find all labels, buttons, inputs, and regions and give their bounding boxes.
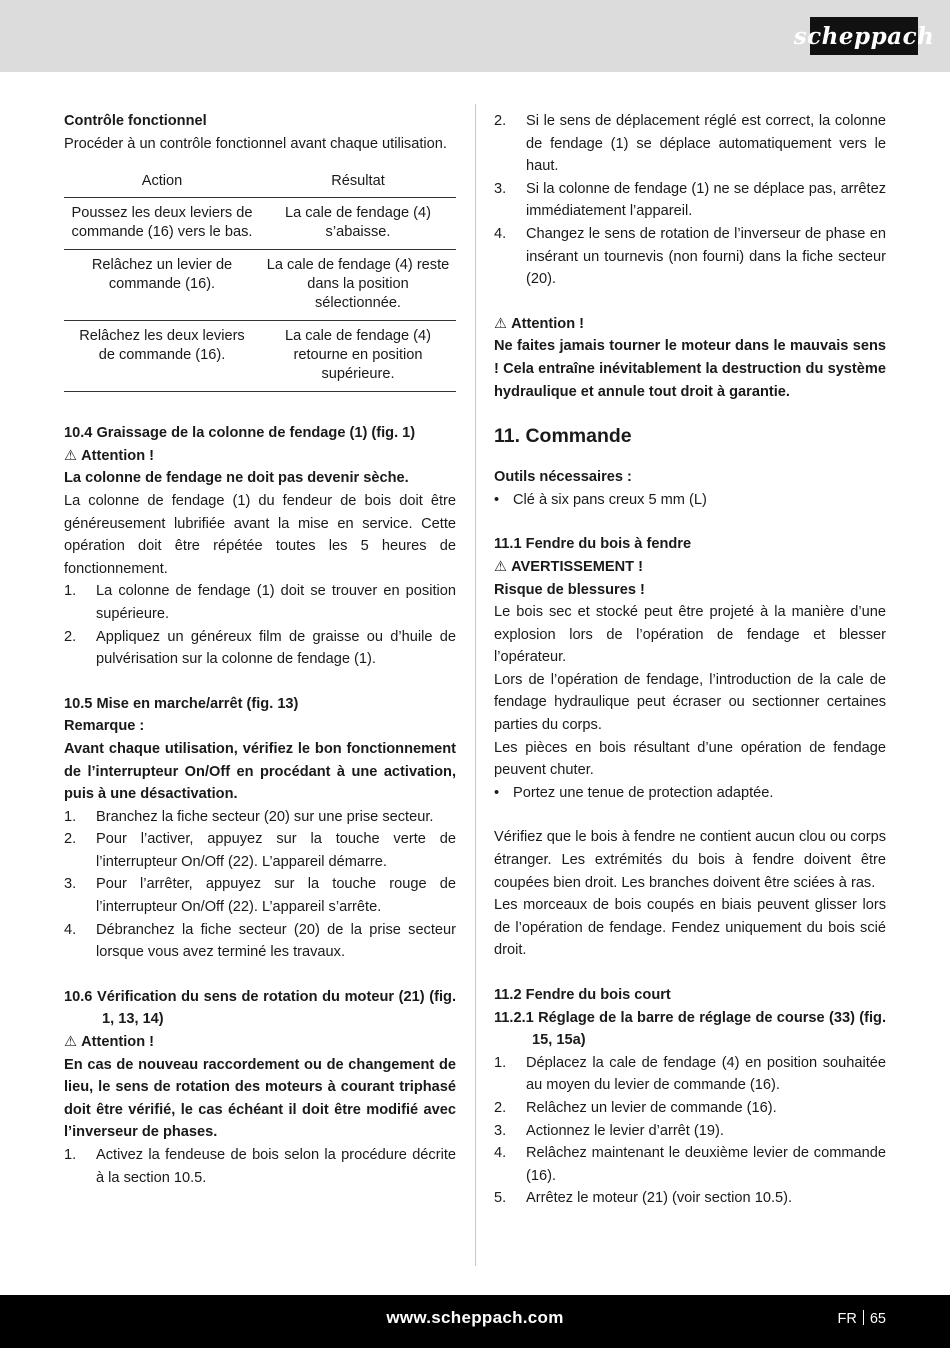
section-10-6-title: 10.6 Vérification du sens de rotation du moteur (21) (fig. 1, 13, 14) xyxy=(64,988,456,1028)
left-column xyxy=(64,110,456,1189)
section-11-heading: 11. Commande xyxy=(494,425,632,448)
table-row xyxy=(64,198,456,250)
remark-label: Remarque : xyxy=(64,718,145,735)
section-10-6-warning: En cas de nouveau raccordement ou de changement de lieu, le sens de rotation des moteurs à courant triphasé doit être vérifié, le cas échéant il doit être modifié avec l’inverseur de phases. xyxy=(64,1056,456,1141)
list-item: 2. Relâchez un levier de commande (16). xyxy=(494,1099,777,1116)
attention-label: ⚠ Attention ! xyxy=(64,1031,456,1054)
tools-list xyxy=(494,489,886,512)
warning-icon: ⚠ xyxy=(494,315,508,332)
table-cell: Poussez les deux leviers de commande (16) vers le bas. xyxy=(64,198,260,250)
section-11-2-1-title: 11.2.1 Réglage de la barre de réglage de course (33) (fig. 15, 15a) xyxy=(494,1009,886,1049)
bullet-icon: • xyxy=(494,784,500,801)
list-item: 3. Pour l’arrêter, appuyez sur la touche rouge de l’interrupteur On/Off (22). L’appareil s’arrête. xyxy=(64,876,456,916)
list-item: 3. Actionnez le levier d’arrêt (19). xyxy=(494,1122,724,1139)
list-item: 2. Si le sens de déplacement réglé est correct, la colonne de fendage (1) se déplace automatiquement vers le haut. xyxy=(494,113,886,175)
list-item: 1. La colonne de fendage (1) doit se trouver en position supérieure. xyxy=(64,583,456,622)
list-item: 4. Relâchez maintenant le deuxième levier de commande (16). xyxy=(494,1145,886,1184)
section-10-4-warning: La colonne de fendage ne doit pas devenir sèche. xyxy=(64,470,409,487)
section-10-4-steps xyxy=(64,580,456,670)
attention-label: ⚠ Attention ! xyxy=(64,445,456,468)
list-item: 4. Changez le sens de rotation de l’inverseur de phase en insérant un tournevis (non fourni) dans la fiche secteur (20). xyxy=(494,225,886,288)
function-table xyxy=(64,170,456,392)
list-item: 1. Activez la fendeuse de bois selon la procédure décrite à la section 10.5. xyxy=(64,1147,456,1186)
protection-list xyxy=(494,782,886,805)
section-11-1-para-5: Les morceaux de bois coupés en biais peuvent glisser lors de l’opération de fendage. Fendez uniquement du bois scié droit. xyxy=(494,897,886,959)
section-10-5-note: Avant chaque utilisation, vérifiez le bon fonctionnement de l’interrupteur On/Off en procédant à une activation, puis à une désactivation. xyxy=(64,740,456,803)
section-11-1-para-4: Vérifiez que le bois à fendre ne contient aucun clou ou corps étranger. Les extrémités du bois à fendre doivent être coupées bien droit. Les branches doivent être sciées à ras. xyxy=(494,829,886,891)
attention-label: ⚠ Attention ! xyxy=(494,313,886,336)
section-10-6-steps-continued xyxy=(494,110,886,291)
table-row xyxy=(64,250,456,321)
section-10-6-steps xyxy=(64,1144,456,1189)
warning-icon: ⚠ xyxy=(494,558,508,575)
list-item: 4. Débranchez la fiche secteur (20) de la prise secteur lorsque vous avez terminé les travaux. xyxy=(64,921,456,961)
section-10-5-steps xyxy=(64,806,456,964)
section-11-1-para-2: Lors de l’opération de fendage, l’introduction de la cale de fendage hydraulique peut écraser ou sectionner certaines parties du corps. xyxy=(494,671,886,734)
bullet-icon: • xyxy=(494,491,500,508)
list-item: • Clé à six pans creux 5 mm (L) xyxy=(494,489,886,512)
right-column xyxy=(494,110,886,1210)
table-cell: La cale de fendage (4) retourne en position supérieure. xyxy=(260,321,456,392)
brand-logo: scheppach xyxy=(810,17,918,55)
column-divider xyxy=(475,104,476,1266)
table-header-result: Résultat xyxy=(260,170,456,198)
section-10-4-title: 10.4 Graissage de la colonne de fendage (1) (fig. 1) xyxy=(64,425,416,442)
header-bar xyxy=(0,0,950,72)
list-item: • Portez une tenue de protection adaptée. xyxy=(494,782,886,805)
section-11-1-para-1: Le bois sec et stocké peut être projeté à la manière d’une explosion lors de l’opération de fendage et blesser l’opérateur. xyxy=(494,604,886,666)
list-item: 2. Appliquez un généreux film de graisse ou d’huile de pulvérisation sur la colonne de fendage (1). xyxy=(64,628,456,668)
section-11-2-title: 11.2 Fendre du bois court xyxy=(494,987,671,1003)
table-row xyxy=(64,321,456,392)
list-item: 1. Déplacez la cale de fendage (4) en position souhaitée au moyen du levier de commande (16). xyxy=(494,1054,886,1094)
functional-check-title: Contrôle fonctionnel xyxy=(64,113,207,129)
table-cell: Relâchez un levier de commande (16). xyxy=(64,250,260,321)
list-item: 2. Pour l’activer, appuyez sur la touche verte de l’interrupteur On/Off (22). L’appareil démarre. xyxy=(64,831,456,870)
list-item: 1. Branchez la fiche secteur (20) sur une prise secteur. xyxy=(64,808,434,825)
section-11-2-1-steps xyxy=(494,1052,886,1210)
warning-icon: ⚠ xyxy=(64,447,78,464)
table-header-action: Action xyxy=(64,170,260,198)
section-10-4-text: La colonne de fendage (1) du fendeur de bois doit être généreusement lubrifiée avant la mise en service. Cette opération doit être répétée toutes les 5 heures de fonctionnement. xyxy=(64,492,456,577)
motor-direction-warning: Ne faites jamais tourner le moteur dans le mauvais sens ! Cela entraîne inévitablement la destruction du système hydraulique et annule tout droit à garantie. xyxy=(494,338,886,400)
tools-title: Outils nécessaires : xyxy=(494,469,632,486)
warning-icon: ⚠ xyxy=(64,1034,78,1051)
section-11-1-para-3: Les pièces en bois résultant d’une opération de fendage peuvent chuter. xyxy=(494,739,886,779)
table-cell: La cale de fendage (4) reste dans la position sélectionnée. xyxy=(260,250,456,321)
table-cell: La cale de fendage (4) s’abaisse. xyxy=(260,198,456,250)
section-11-1-title: 11.1 Fendre du bois à fendre xyxy=(494,536,692,553)
warning-label: ⚠ AVERTISSEMENT ! xyxy=(494,556,886,579)
website-link[interactable]: www.scheppach.com xyxy=(386,1308,564,1327)
list-item: 3. Si la colonne de fendage (1) ne se déplace pas, arrêtez immédiatement l’appareil. xyxy=(494,180,886,220)
table-cell: Relâchez les deux leviers de commande (16). xyxy=(64,321,260,392)
page-number: FR 65 xyxy=(837,1311,886,1327)
injury-risk-label: Risque de blessures ! xyxy=(494,581,645,598)
list-item: 5. Arrêtez le moteur (21) (voir section 10.5). xyxy=(494,1190,793,1207)
section-10-5-title: 10.5 Mise en marche/arrêt (fig. 13) xyxy=(64,695,299,712)
functional-check-text: Procéder à un contrôle fonctionnel avant chaque utilisation. xyxy=(64,135,447,152)
